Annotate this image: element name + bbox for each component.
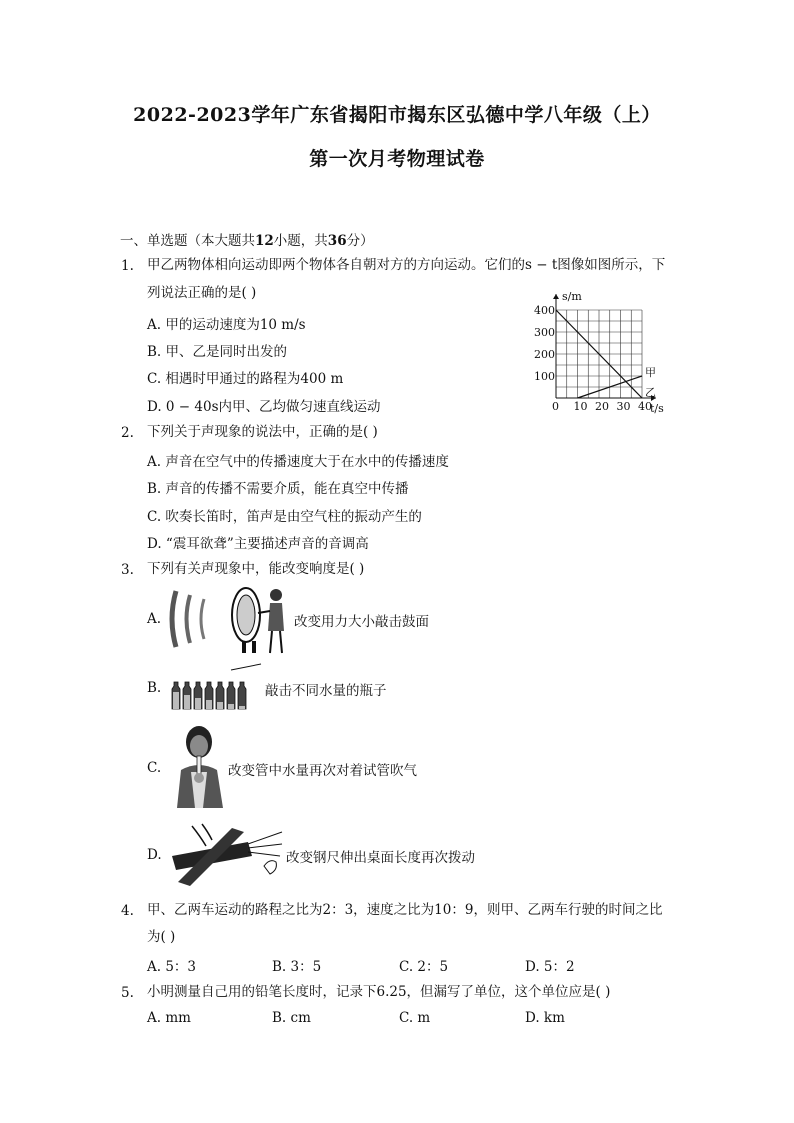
y-tick-label: 100 (534, 370, 555, 383)
question-1-option-b: B. 甲、乙是同时出发的 (147, 344, 288, 360)
x-tick-label: 30 (616, 400, 631, 413)
question-5-number: 5. (121, 985, 134, 1001)
question-2-option-a: A. 声音在空气中的传播速度大于在水中的传播速度 (147, 454, 449, 470)
question-3-option-c-letter: C. (147, 760, 162, 776)
y-tick-label: 400 (534, 304, 555, 317)
question-1-line2: 列说法正确的是( ) (147, 285, 257, 301)
question-1-number: 1. (121, 258, 134, 274)
question-5-option-d: D. km (525, 1010, 565, 1026)
question-1-option-c: C. 相遇时甲通过的路程为400 m (147, 371, 344, 387)
exam-title-line1: 2022-2023学年广东省揭阳市揭东区弘德中学八年级（上） (133, 104, 661, 126)
question-4-number: 4. (121, 903, 134, 919)
section-header (120, 229, 374, 249)
section-middle: 小题，共 (273, 233, 328, 249)
question-4-option-a: A. 5：3 (147, 959, 197, 975)
question-3-option-d-caption: 改变钢尺伸出桌面长度再次拨动 (286, 850, 475, 866)
question-3-number: 3. (121, 562, 134, 578)
drum-illustration (166, 583, 290, 655)
question-4-option-c: C. 2：5 (399, 959, 449, 975)
section-score: 36 (327, 233, 347, 249)
question-5-option-c: C. m (399, 1010, 431, 1026)
y-tick-label: 200 (534, 348, 555, 361)
question-2-stem: 下列关于声现象的说法中，正确的是( ) (147, 424, 378, 440)
exam-title-line2: 第一次月考物理试卷 (309, 148, 485, 170)
section-count: 12 (255, 233, 274, 249)
section-prefix: 一、单选题（本大题共 (120, 233, 255, 249)
x-tick-label: 40 (638, 400, 652, 413)
question-3-option-c-caption: 改变管中水量再次对着试管吹气 (228, 763, 417, 779)
question-4-option-d: D. 5：2 (525, 959, 575, 975)
st-graph (532, 288, 682, 418)
x-tick-label: 10 (573, 400, 588, 413)
question-5-stem: 小明测量自己用的铅笔长度时，记录下6.25，但漏写了单位，这个单位应是( ) (147, 984, 611, 1000)
question-3-option-b-caption: 敲击不同水量的瓶子 (265, 683, 387, 699)
question-5-option-a: A. mm (147, 1010, 191, 1026)
question-2-option-c: C. 吹奏长笛时，笛声是由空气柱的振动产生的 (147, 509, 422, 525)
bottles-illustration (171, 662, 263, 710)
section-suffix: 分） (346, 233, 374, 249)
question-1-option-a: A. 甲的运动速度为10 m/s (147, 317, 306, 333)
question-4-line1: 甲、乙两车运动的路程之比为2：3，速度之比为10：9，则甲、乙两车行驶的时间之比 (147, 902, 663, 918)
question-4-option-b: B. 3：5 (272, 959, 322, 975)
x-axis-label: t/s (650, 402, 664, 415)
question-3-option-b-letter: B. (147, 680, 162, 696)
question-5-option-b: B. cm (272, 1010, 311, 1026)
y-axis-label: s/m (562, 290, 582, 303)
question-3-option-d-letter: D. (147, 847, 162, 863)
question-1-line1: 甲乙两物体相向运动即两个物体各自朝对方的方向运动。它们的s − t图像如图所示，下 (147, 257, 666, 273)
y-tick-label: 300 (534, 326, 555, 339)
question-3-stem: 下列有关声现象中，能改变响度是( ) (147, 561, 365, 577)
girl-blowing-tube-illustration (173, 724, 225, 808)
y-axis-arrow (553, 294, 559, 299)
steel-ruler-illustration (172, 822, 284, 886)
question-2-option-d: D. “震耳欲聋”主要描述声音的音调高 (147, 536, 369, 552)
question-4-line2: 为( ) (147, 929, 176, 945)
question-2-number: 2. (121, 425, 134, 441)
question-2-option-b: B. 声音的传播不需要介质，能在真空中传播 (147, 481, 409, 497)
series-label: 乙 (645, 386, 656, 399)
x-tick-label: 20 (595, 400, 609, 413)
x-tick-label: 0 (552, 400, 559, 413)
question-1-option-d: D. 0 − 40s内甲、乙均做匀速直线运动 (147, 399, 381, 415)
question-3-option-a-caption: 改变用力大小敲击鼓面 (294, 614, 429, 630)
series-label: 甲 (645, 366, 656, 379)
question-3-option-a-letter: A. (147, 611, 162, 627)
